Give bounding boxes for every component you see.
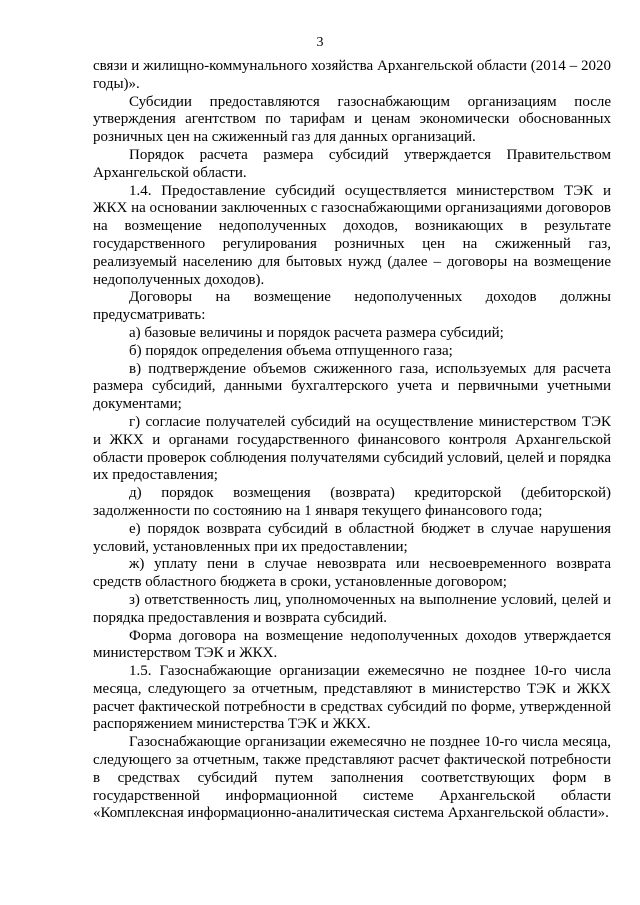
list-item-zh: ж) уплату пени в случае невозврата или несвоевременного возврата средств областного бюджета в сроки, установленные договором; bbox=[93, 556, 611, 591]
paragraph-clause-1-5: 1.5. Газоснабжающие организации ежемесячно не позднее 10-го числа месяца, следующего за отчетным, представляют в министерство ТЭК и ЖКХ расчет фактической потребности в средствах субсидий по форме, утвержденной распоряжением министерства ТЭК и ЖКХ. bbox=[93, 663, 611, 733]
paragraph-continuation: связи и жилищно-коммунального хозяйства Архангельской области (2014 – 2020 годы)». bbox=[93, 58, 611, 92]
paragraph-clause-1-4: 1.4. Предоставление субсидий осуществляется министерством ТЭК и ЖКХ на основании заключенных с газоснабжающими организациями договоров на возмещение недополученных доходов, возникающих в результате государственного регулирования розничных цен на сжиженный газ, реализуемый населению для бытовых нужд (далее – договоры на возмещение недополученных доходов). bbox=[93, 182, 611, 288]
list-item-z: з) ответственность лиц, уполномоченных на выполнение условий, целей и порядка предоставления и возврата субсидий. bbox=[93, 591, 611, 626]
paragraph-contract-form: Форма договора на возмещение недополученных доходов утверждается министерством ТЭК и ЖКХ. bbox=[93, 627, 611, 662]
list-item-b: б) порядок определения объема отпущенного газа; bbox=[129, 342, 453, 359]
paragraph-contracts-provide: Договоры на возмещение недополученных доходов должны предусматривать: bbox=[93, 289, 611, 324]
list-item-g: г) согласие получателей субсидий на осуществление министерством ТЭК и ЖКХ и органами государственного финансового контроля Архангельской области проверок соблюдения получателями субсидий условий, целей и порядка их предоставления; bbox=[93, 413, 611, 484]
paragraph-calculation-order: Порядок расчета размера субсидий утверждается Правительством Архангельской области. bbox=[93, 146, 611, 181]
list-item-e: е) порядок возврата субсидий в областной бюджет в случае нарушения условий, установленных при их предоставлении; bbox=[93, 520, 611, 555]
list-item-a: а) базовые величины и порядок расчета размера субсидий; bbox=[129, 324, 504, 341]
page-number: 3 bbox=[316, 35, 324, 50]
document-body bbox=[93, 58, 611, 823]
list-item-d: д) порядок возмещения (возврата) кредиторской (дебиторской) задолженности по состоянию на 1 января текущего финансового года; bbox=[93, 485, 611, 519]
paragraph-information-system: Газоснабжающие организации ежемесячно не позднее 10-го числа месяца, следующего за отчетным, также представляют расчет фактической потребности в средствах субсидий путем заполнения соответствующих форм в государственной информационной системе Архангельской области «Комплексная информационно-аналитическая система Архангельской области». bbox=[93, 734, 611, 822]
list-item-v: в) подтверждение объемов сжиженного газа, используемых для расчета размера субсидий, данными бухгалтерского учета и первичными учетными документами; bbox=[93, 360, 611, 413]
paragraph-subsidy-recipients: Субсидии предоставляются газоснабжающим организациям после утверждения агентством по тарифам и ценам экономически обоснованных розничных цен на сжиженный газ для данных организаций. bbox=[93, 93, 611, 146]
